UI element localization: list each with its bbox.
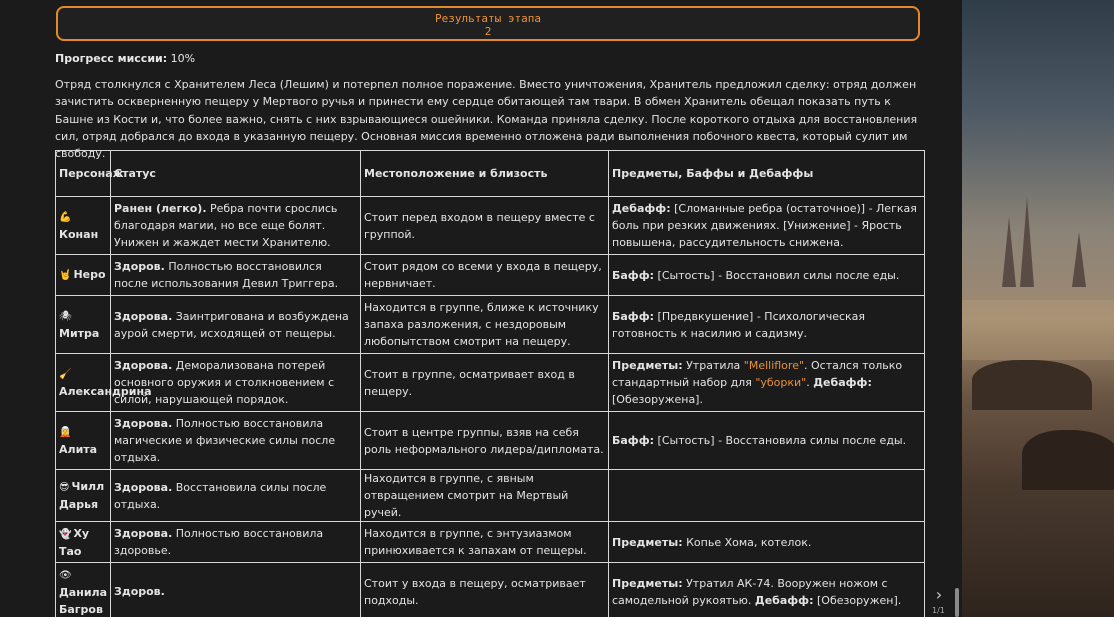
rock-spire xyxy=(1002,217,1016,287)
items-cell xyxy=(609,296,925,354)
stage-results-banner xyxy=(56,6,920,41)
character-name: Алита xyxy=(59,443,98,456)
status-cell xyxy=(111,354,361,412)
mission-progress xyxy=(55,52,195,65)
character-icon: 🧹 xyxy=(59,369,72,380)
table-body xyxy=(56,197,925,617)
items-text: [Сытость] - Восстановил силы после еды. xyxy=(654,268,900,282)
character-icon: 👁 xyxy=(59,569,72,581)
banner-stage: 2 xyxy=(484,25,492,38)
header-character: Персонаж xyxy=(56,151,111,197)
character-cell xyxy=(56,255,111,296)
character-cell xyxy=(56,412,111,470)
status-cell xyxy=(111,412,361,470)
character-name: Чилл Дарья xyxy=(59,480,105,511)
items-text: Копье Хома, котелок. xyxy=(682,535,812,549)
status-cell xyxy=(111,522,361,563)
status-text: Заинтригована и возбуждена аурой смерти, исходящей от пещеры. xyxy=(114,309,349,340)
character-cell xyxy=(56,197,111,255)
location-cell: Находится в группе, ближе к источнику запаха разложения, с нездоровым любопытством смотрит на пещеру. xyxy=(361,296,609,354)
character-icon: 🕷 xyxy=(59,311,72,322)
character-name: Александрина xyxy=(59,385,152,398)
status-text: Восстановила силы после отдыха. xyxy=(114,480,327,511)
status-text: Ребра почти срослись благодаря магии, но все еще болят. Унижен и жаждет мести Хранителю. xyxy=(114,202,338,249)
items-cell xyxy=(609,522,925,563)
scrollbar[interactable] xyxy=(955,588,959,617)
character-name: Неро xyxy=(73,268,106,281)
items-label: Дебафф: xyxy=(754,593,814,607)
status-text: Полностью восстановила здоровье. xyxy=(114,527,324,557)
status-text: Полностью восстановился после использования Девил Триггера. xyxy=(114,260,339,290)
status-label: Здоров. xyxy=(114,260,165,273)
highlighted-item: "Melliflore" xyxy=(743,359,805,372)
items-text: Утратил АК-74. Вооружен ножом с самодельной рукоятью. xyxy=(612,576,888,607)
items-cell xyxy=(609,354,925,412)
page-counter: 1/1 xyxy=(932,606,945,615)
status-label: Здорова. xyxy=(114,359,173,372)
background-landscape-image xyxy=(962,0,1114,617)
items-label: Предметы: xyxy=(612,535,683,549)
status-cell xyxy=(111,470,361,522)
location-cell: Стоит в группе, осматривает вход в пещеру. xyxy=(361,354,609,412)
location-cell: Находится в группе, с явным отвращением смотрит на Мертвый ручей. xyxy=(361,470,609,522)
rock-mound xyxy=(1022,430,1114,490)
status-label: Ранен (легко). xyxy=(114,202,207,215)
rock-spire xyxy=(1020,197,1034,287)
items-label: Бафф: xyxy=(612,268,655,282)
items-text: . Остался только стандартный набор для xyxy=(612,359,903,389)
items-label: Предметы: xyxy=(612,576,683,590)
table-row xyxy=(56,354,925,412)
banner-title: Результаты этапа xyxy=(435,12,541,25)
table-row xyxy=(56,197,925,255)
chevron-right-icon[interactable]: › xyxy=(935,585,943,604)
items-text: . xyxy=(806,376,814,389)
character-icon: 💪 xyxy=(59,212,72,223)
table-row xyxy=(56,470,925,522)
table-row xyxy=(56,255,925,296)
character-cell xyxy=(56,470,111,522)
status-label: Здорова. xyxy=(114,309,173,323)
status-text: Полностью восстановила магические и физические силы после отдыха. xyxy=(114,417,336,464)
table-row xyxy=(56,563,925,617)
items-label: Предметы: xyxy=(612,359,683,372)
items-label: Бафф: xyxy=(612,309,655,323)
progress-value: 10% xyxy=(170,52,196,65)
items-text: [Сытость] - Восстановила силы после еды. xyxy=(654,434,907,447)
party-table xyxy=(55,150,925,617)
character-name: Ху Тао xyxy=(59,526,90,558)
items-text: [Сломанные ребра (остаточное)] - Легкая боль при резких движениях. [Унижение] - Ярость повышена, рассудительность снижена. xyxy=(612,202,917,249)
character-icon: 😎 xyxy=(59,482,70,493)
character-name: Данила Багров xyxy=(59,585,108,616)
header-location: Местоположение и близость xyxy=(361,151,609,197)
status-text: Деморализована потерей основного оружия и столкновением с силой, нарушающей порядок. xyxy=(114,359,335,406)
status-cell xyxy=(111,563,361,617)
location-cell: Стоит перед входом в пещеру вместе с группой. xyxy=(361,197,609,255)
table-row xyxy=(56,412,925,470)
items-cell xyxy=(609,412,925,470)
items-text: [Обезоружена]. xyxy=(612,393,703,406)
header-status: Статус xyxy=(111,151,361,197)
items-cell xyxy=(609,563,925,617)
table-row xyxy=(56,296,925,354)
location-cell: Стоит у входа в пещеру, осматривает подходы. xyxy=(361,563,609,617)
location-cell: Стоит рядом со всеми у входа в пещеру, нервничает. xyxy=(361,255,609,296)
haze-layer xyxy=(962,300,1114,360)
items-text: [Обезоружен]. xyxy=(813,593,902,607)
character-cell xyxy=(56,563,111,617)
status-cell xyxy=(111,255,361,296)
items-text: Утратила xyxy=(682,359,744,372)
story-paragraph: Отряд столкнулся с Хранителем Леса (Лешим) и потерпел полное поражение. Вместо уничтожения, Хранитель предложил сделку: отряд должен зачистить оскверненную пещеру у Мертвого ручья и принести ему сердце обитающей там твари. В обмен Хранитель обещал показать путь к Башне из Кости и, что более важно, снять с них взрывающиеся ошейники. Команда приняла сделку. После короткого отдыха для восстановления сил, отряд добрался до входа в указанную пещеру. Основная миссия временно отложена ради выполнения побочного квеста, который сулит им свободу. xyxy=(55,78,918,161)
header-items: Предметы, Баффы и Дебаффы xyxy=(609,151,925,197)
status-label: Здорова. xyxy=(114,527,173,540)
status-cell xyxy=(111,197,361,255)
items-label: Дебафф: xyxy=(612,202,671,215)
items-cell xyxy=(609,197,925,255)
character-name: Митра xyxy=(59,327,100,340)
rock-spire xyxy=(1072,232,1086,287)
items-label: Бафф: xyxy=(612,434,655,447)
progress-label: Прогресс миссии: xyxy=(55,52,168,65)
table-row xyxy=(56,522,925,563)
items-cell xyxy=(609,470,925,522)
character-cell xyxy=(56,296,111,354)
character-name: Конан xyxy=(59,228,99,241)
status-label: Здорова. xyxy=(114,480,173,494)
items-label: Дебафф: xyxy=(813,376,872,389)
character-icon: 🤘 xyxy=(59,270,72,281)
location-cell: Находится в группе, с энтузиазмом принюхивается к запахам от пещеры. xyxy=(361,522,609,563)
status-cell xyxy=(111,296,361,354)
status-label: Здоров. xyxy=(114,585,165,598)
character-icon: 👻 xyxy=(59,528,72,540)
status-label: Здорова. xyxy=(114,417,173,430)
rock-mound xyxy=(972,360,1092,410)
highlighted-item: "уборки" xyxy=(755,376,807,389)
location-cell: Стоит в центре группы, взяв на себя роль неформального лидера/дипломата. xyxy=(361,412,609,470)
character-icon: 🧝 xyxy=(59,427,72,438)
table-header-row xyxy=(56,151,925,197)
items-cell xyxy=(609,255,925,296)
items-text: [Предвкушение] - Психологическая готовность к насилию и садизму. xyxy=(612,309,866,340)
character-cell xyxy=(56,522,111,563)
